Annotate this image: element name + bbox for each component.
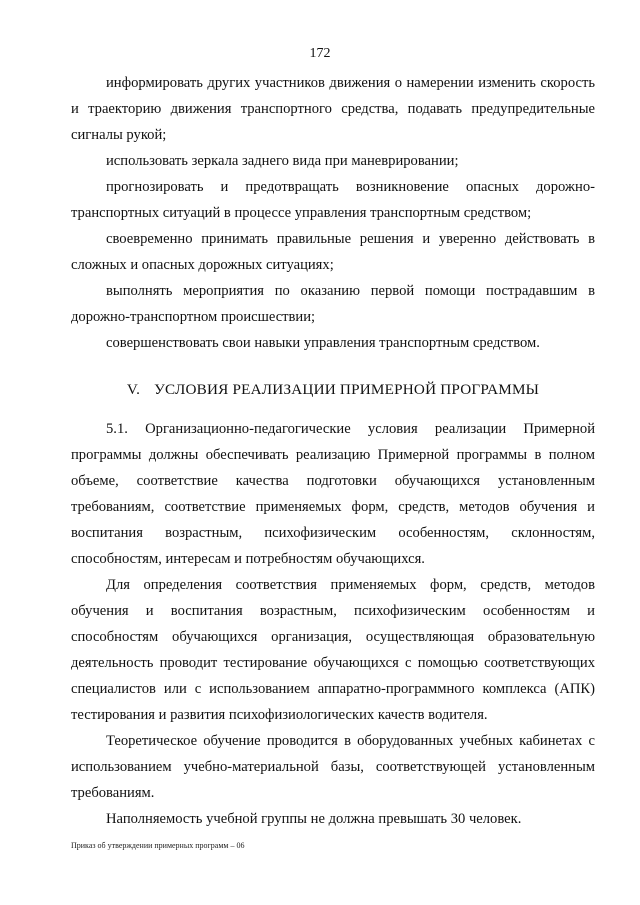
paragraph: выполнять мероприятия по оказанию первой помощи пострадавшим в дорожно-транспортном происшествии; <box>71 283 595 325</box>
paragraph: совершенствовать свои навыки управления транспортным средством. <box>106 335 540 351</box>
paragraph: 5.1. Организационно-педагогические условия реализации Примерной программы должны обеспечивать реализацию Примерной программы в полном объеме, соответствие качества подготовки обучающихся установленным требованиям, соответствие применяемых форм, средств, методов обучения и воспитания возрастным, психофизическим особенностям, склонностям, способностям, интересам и потребностям обучающихся. <box>71 421 595 567</box>
section-title: УСЛОВИЯ РЕАЛИЗАЦИИ ПРИМЕРНОЙ ПРОГРАММЫ <box>154 381 540 398</box>
page-content <box>71 70 595 832</box>
paragraph: своевременно принимать правильные решения и уверенно действовать в сложных и опасных дорожных ситуациях; <box>71 231 595 273</box>
paragraph: Для определения соответствия применяемых форм, средств, методов обучения и воспитания возрастным, психофизическим особенностям и способностям обучающихся организация, осуществляющая образовательную деятельность проводит тестирование обучающихся с помощью соответствующих специалистов или с использованием аппаратно-программного комплекса (АПК) тестирования и развития психофизиологических качеств водителя. <box>71 577 595 723</box>
paragraph: информировать других участников движения о намерении изменить скорость и траекторию движения транспортного средства, подавать предупредительные сигналы рукой; <box>71 75 595 143</box>
page-footer: Приказ об утверждении примерных программ – 06 <box>71 841 245 850</box>
page-number: 172 <box>309 46 331 61</box>
section-number: V. <box>126 381 141 398</box>
paragraph: прогнозировать и предотвращать возникновение опасных дорожно-транспортных ситуаций в процессе управления транспортным средством; <box>71 179 595 221</box>
paragraph: Наполняемость учебной группы не должна превышать 30 человек. <box>106 811 522 827</box>
paragraph: Теоретическое обучение проводится в оборудованных учебных кабинетах с использованием учебно-материальной базы, соответствующей установленным требованиям. <box>71 733 595 801</box>
section-heading <box>71 377 595 403</box>
paragraph: использовать зеркала заднего вида при маневрировании; <box>106 153 459 169</box>
